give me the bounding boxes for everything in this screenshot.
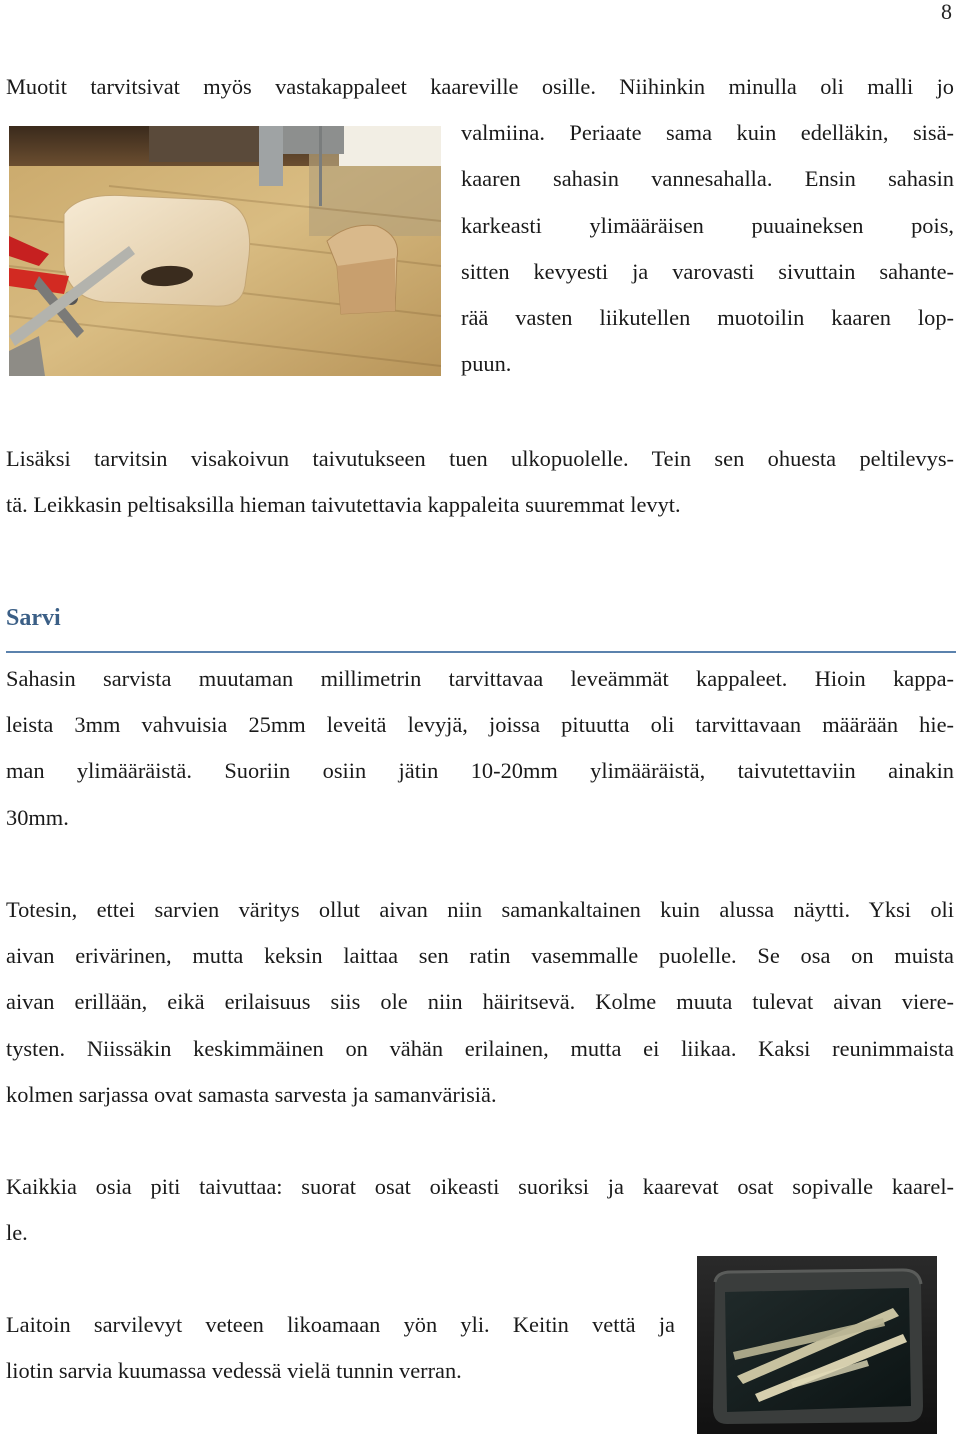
text-line: tä. Leikkasin peltisaksilla hieman taivutettavia kappaleita suuremmat levyt. bbox=[6, 492, 681, 518]
paragraph-2 bbox=[6, 436, 954, 528]
paragraph-4 bbox=[6, 887, 954, 1118]
text-line: valmiina. Periaate sama kuin edelläkin, sisä- bbox=[461, 120, 954, 146]
text-line: leista 3mm vahvuisia 25mm leveitä levyjä, joissa pituutta oli tarvittavaan määrään hie- bbox=[6, 712, 954, 738]
text-line: aivan erivärinen, mutta keksin laittaa sen ratin vasemmalle puolelle. Se osa on muista bbox=[6, 943, 954, 969]
text-line: Kaikkia osia piti taivuttaa: suorat osat oikeasti suoriksi ja kaarevat osat sopivalle kaarel- bbox=[6, 1174, 954, 1199]
heading-divider bbox=[6, 651, 956, 653]
text-line: rää vasten liikutellen muotoilin kaaren lop- bbox=[461, 305, 954, 331]
text-line: Muotit tarvitsivat myös vastakappaleet kaareville osille. Niihinkin minulla oli malli jo bbox=[6, 74, 954, 99]
text-line: Totesin, ettei sarvien väritys ollut aivan niin samankaltainen kuin alussa näytti. Yksi oli bbox=[6, 897, 954, 922]
text-line: 30mm. bbox=[6, 804, 69, 830]
text-line: puun. bbox=[461, 351, 512, 377]
text-line: liotin sarvia kuumassa vedessä vielä tunnin verran. bbox=[6, 1358, 462, 1384]
text-line: aivan erillään, eikä erilaisuus siis ole niin häiritsevä. Kolme muuta tulevat aivan viere- bbox=[6, 989, 954, 1015]
text-line: Laitoin sarvilevyt veteen likoamaan yön yli. Keitin vettä ja bbox=[6, 1312, 675, 1337]
paragraph-6 bbox=[6, 1302, 675, 1394]
mold-photo-illustration bbox=[9, 126, 441, 376]
text-line: man ylimääräistä. Suoriin osiin jätin 10-20mm ylimääräistä, taivutettaviin ainakin bbox=[6, 758, 954, 784]
photo-horn-soaking bbox=[697, 1256, 937, 1434]
text-line: tysten. Niissäkin keskimmäinen on vähän erilainen, mutta ei liikaa. Kaksi reunimmaista bbox=[6, 1035, 954, 1061]
section-heading: Sarvi bbox=[6, 605, 61, 631]
page-number: 8 bbox=[941, 0, 952, 24]
text-line: karkeasti ylimääräisen puuaineksen pois, bbox=[461, 212, 954, 238]
paragraph-3 bbox=[6, 656, 954, 841]
text-line: sitten kevyesti ja varovasti sivuttain sahante- bbox=[461, 258, 954, 284]
text-line: Lisäksi tarvitsin visakoivun taivutukseen tuen ulkopuolelle. Tein sen ohuesta peltilevys- bbox=[6, 446, 954, 471]
soaking-photo-illustration bbox=[697, 1256, 937, 1434]
text-line: kolmen sarjassa ovat samasta sarvesta ja samanvärisiä. bbox=[6, 1081, 497, 1107]
photo-wooden-mold bbox=[9, 126, 441, 376]
paragraph-5 bbox=[6, 1164, 954, 1256]
text-line: le. bbox=[6, 1220, 28, 1246]
text-line: Sahasin sarvista muutaman millimetrin tarvittavaa leveämmät kappaleet. Hioin kappa- bbox=[6, 666, 954, 691]
text-line: kaaren sahasin vannesahalla. Ensin sahasin bbox=[461, 166, 954, 192]
